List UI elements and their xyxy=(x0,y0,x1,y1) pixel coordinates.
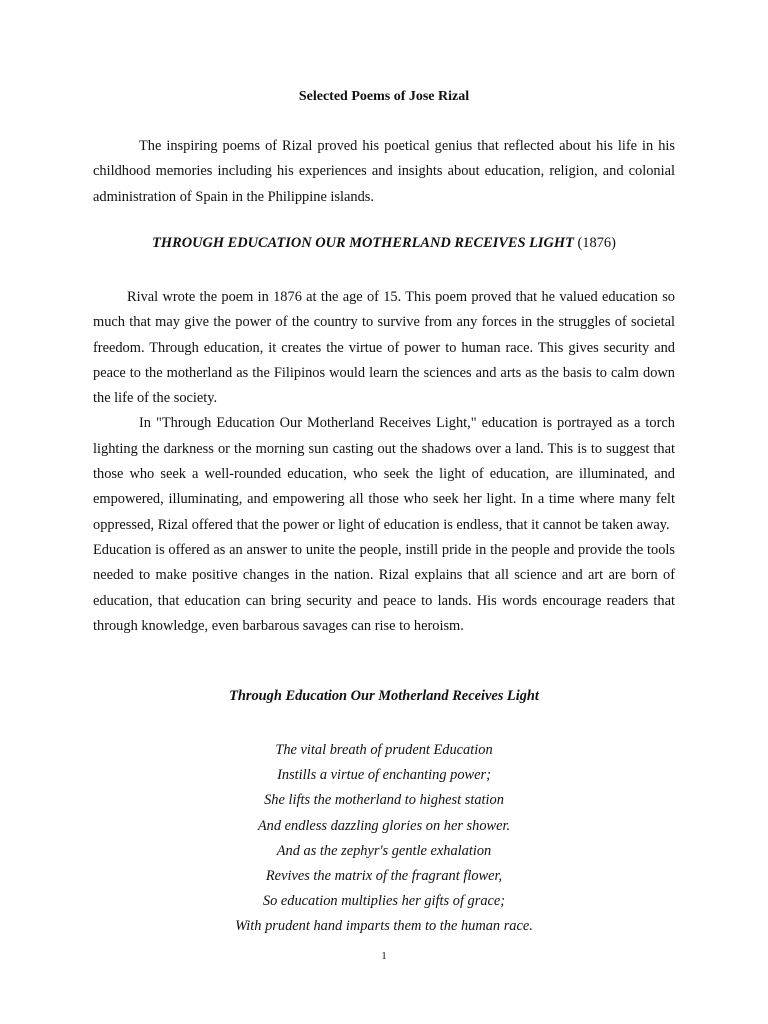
poem-line: Instills a virtue of enchanting power; xyxy=(277,767,491,784)
poem-stanza xyxy=(0,738,768,940)
section-heading-year: (1876) xyxy=(577,235,616,251)
poem-title: Through Education Our Motherland Receives Light xyxy=(229,688,539,704)
poem-line: And as the zephyr's gentle exhalation xyxy=(276,842,492,859)
poem-line: And endless dazzling glories on her shower. xyxy=(257,817,511,834)
body-paragraph: In "Through Education Our Motherland Receives Light," education is portrayed as a torch lighting the darkness or the morning sun casting out the shadows over a land. This is to suggest that those who seek a well-rounded education, who seek the light of education, are illuminated, and empowered, illuminating, and empowering all those who seek her light. In a time where many felt oppressed, Rizal offered that the power or light of education is endless, that it cannot be taken away. xyxy=(93,415,675,533)
poem-line: Revives the matrix of the fragrant flower, xyxy=(265,868,503,885)
intro-block xyxy=(93,134,675,210)
poem-line: She lifts the motherland to highest station xyxy=(264,792,504,809)
body-block xyxy=(93,285,675,639)
poem-line: The vital breath of prudent Education xyxy=(275,742,493,758)
section-heading-title: THROUGH EDUCATION OUR MOTHERLAND RECEIVES LIGHT xyxy=(152,235,574,251)
poem-line: With prudent hand imparts them to the human race. xyxy=(235,918,533,935)
poem-line: So education multiplies her gifts of grace; xyxy=(262,893,506,910)
document-title: Selected Poems of Jose Rizal xyxy=(298,89,470,104)
body-paragraph: Rival wrote the poem in 1876 at the age of 15. This poem proved that he valued education so much that may give the power of the country to survive from any forces in the struggles of societal freedom. Through education, it creates the virtue of power to human race. This gives security and peace to the motherland as the Filipinos would learn the sciences and arts as the basis to calm down the life of the society. xyxy=(93,289,675,407)
intro-paragraph: The inspiring poems of Rizal proved his poetical genius that reflected about his life in his childhood memories including his experiences and insights about education, religion, and colonial administration of Spain in the Philippine islands. xyxy=(93,138,675,205)
body-paragraph: Education is offered as an answer to unite the people, instill pride in the people and provide the tools needed to make positive changes in the nation. Rizal explains that all science and art are born of education, that education can bring security and peace to lands. His words encourage readers that through knowledge, even barbarous savages can rise to heroism. xyxy=(93,541,675,634)
section-heading xyxy=(0,235,768,252)
page-number: 1 xyxy=(381,950,387,962)
